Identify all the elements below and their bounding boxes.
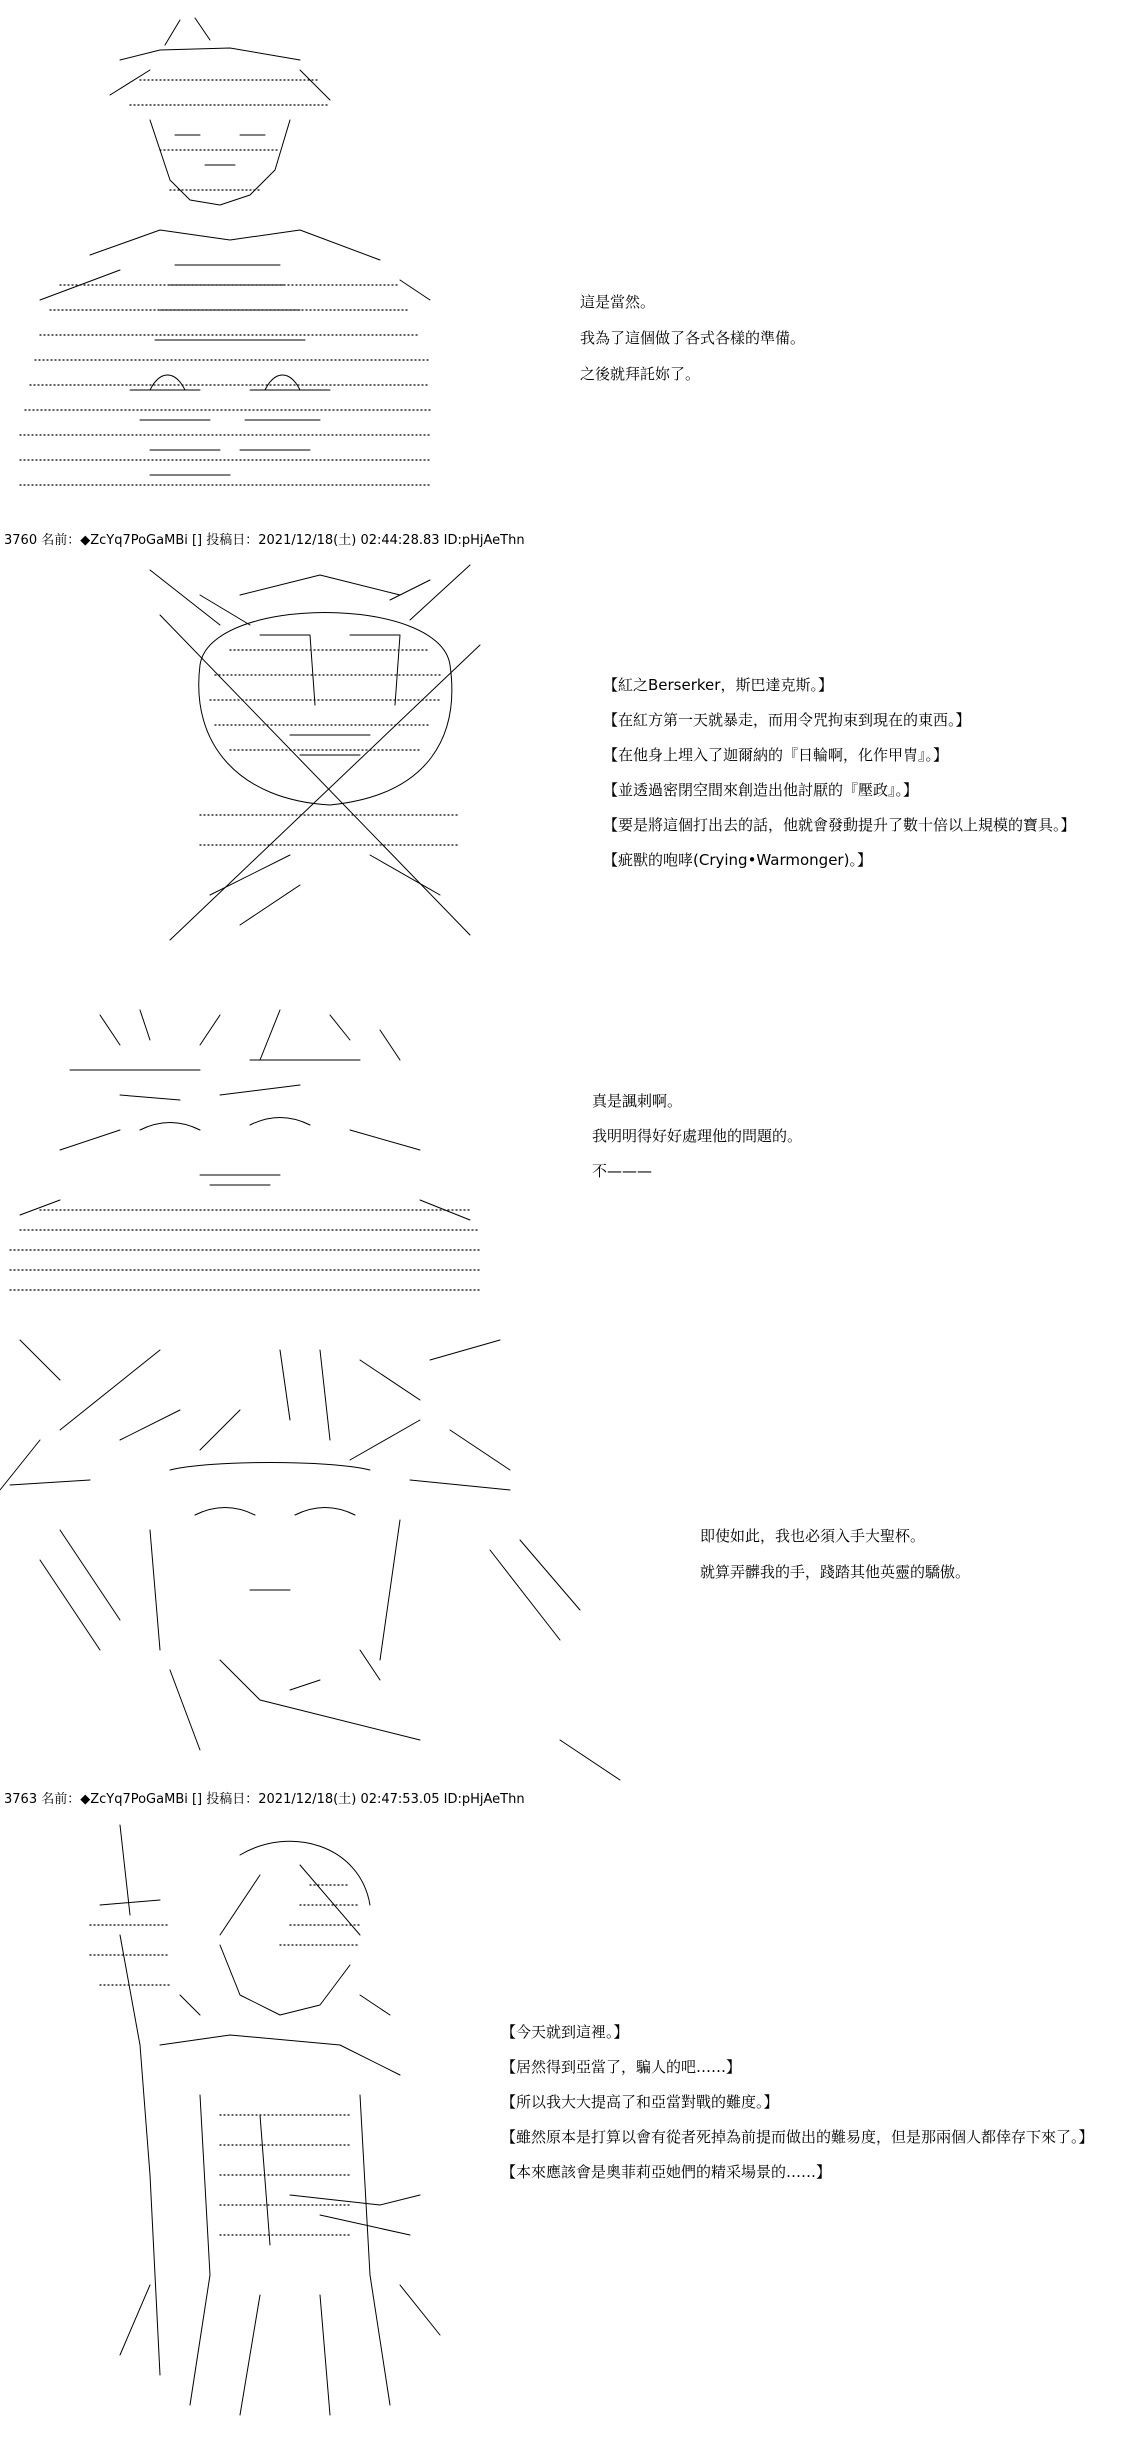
ascii-art-figure-fighter	[0, 1320, 640, 1780]
dialogue-line: 【所以我大大提高了和亞當對戰的難度。】	[501, 2093, 779, 2111]
post-5	[0, 1815, 1148, 2438]
ascii-art-figure-lancer	[60, 1815, 480, 2415]
post-2	[0, 555, 1148, 975]
dialogue-line: 【紅之Berserker，斯巴達克斯。】	[603, 676, 833, 694]
dialogue-line: 不———	[592, 1162, 653, 1180]
dialogue-line: 【疵獸的咆哮(Crying•Warmonger)。】	[603, 851, 872, 869]
post-3	[0, 1000, 1148, 1320]
dialogue-line: 【並透過密閉空間來創造出他討厭的『壓政』。】	[603, 781, 919, 799]
ascii-art-figure-smiling	[0, 1000, 500, 1320]
dialogue-line: 真是諷刺啊。	[592, 1092, 683, 1110]
dialogue-line: 【在他身上埋入了迦爾納的『日輪啊，化作甲冑』。】	[603, 746, 949, 764]
dialogue-line: 這是當然。	[580, 293, 656, 311]
ascii-art-figure-caster	[0, 0, 460, 505]
post-header: 3760 名前：◆ZcYq7PoGaMBi [] 投稿日：2021/12/18(土) 02:44:28.83 ID:pHjAeThn	[4, 533, 525, 548]
post-header: 3763 名前：◆ZcYq7PoGaMBi [] 投稿日：2021/12/18(土) 02:47:53.05 ID:pHjAeThn	[4, 1792, 525, 1807]
dialogue-line: 【要是將這個打出去的話，他就會發動提升了數十倍以上規模的寶具。】	[603, 816, 1076, 834]
post-1	[0, 0, 1148, 520]
dialogue-line: 【在紅方第一天就暴走，而用令咒拘束到現在的東西。】	[603, 711, 971, 729]
dialogue-line: 【今天就到這裡。】	[501, 2023, 629, 2041]
ascii-art-figure-berserker	[140, 555, 520, 955]
dialogue-line: 我明明得好好處理他的問題的。	[592, 1127, 803, 1145]
dialogue-line: 之後就拜託妳了。	[580, 365, 701, 383]
dialogue-line: 就算弄髒我的手，踐踏其他英靈的驕傲。	[700, 1563, 971, 1581]
dialogue-line: 【雖然原本是打算以會有從者死掉為前提而做出的難易度，但是那兩個人都倖存下來了。】	[501, 2128, 1094, 2146]
dialogue-line: 【本來應該會是奧菲莉亞她們的精采場景的……】	[501, 2163, 832, 2181]
dialogue-line: 即使如此，我也必須入手大聖杯。	[700, 1527, 926, 1545]
dialogue-line: 我為了這個做了各式各樣的準備。	[580, 329, 806, 347]
dialogue-line: 【居然得到亞當了，騙人的吧……】	[501, 2058, 742, 2076]
post-4	[0, 1320, 1148, 1790]
